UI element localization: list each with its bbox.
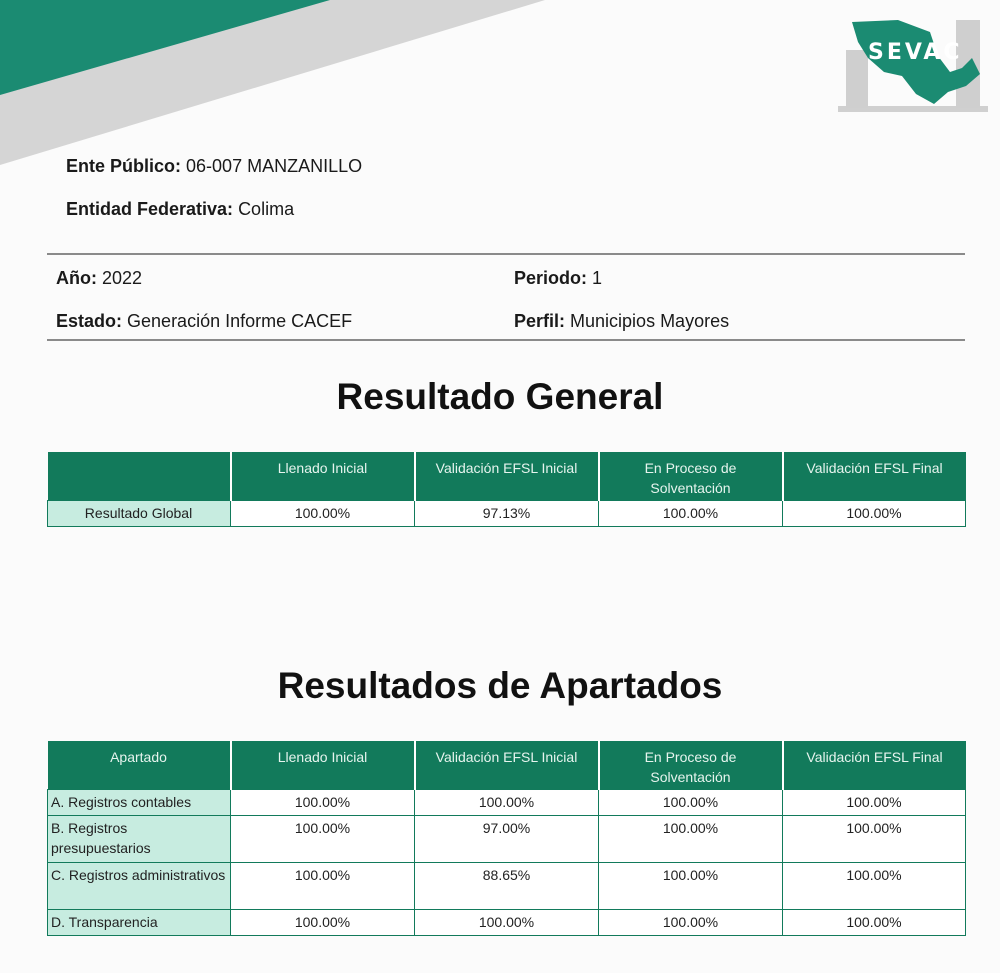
row-label: A. Registros contables (48, 789, 231, 815)
resultado-general-table (47, 452, 966, 527)
cell-value: 100.00% (599, 789, 783, 815)
cell-value: 100.00% (599, 815, 783, 862)
column-header: Llenado Inicial (231, 741, 415, 789)
cell-value: 88.65% (415, 862, 599, 909)
cell-value: 100.00% (783, 909, 966, 935)
cell-value: 100.00% (231, 862, 415, 909)
table-row (48, 909, 966, 935)
cell-value: 100.00% (415, 909, 599, 935)
table-header-row (48, 741, 966, 789)
column-header (48, 452, 231, 500)
divider-bottom (47, 339, 965, 341)
column-header: Validación EFSL Final (783, 741, 966, 789)
cell-value: 100.00% (783, 862, 966, 909)
cell-value: 100.00% (783, 815, 966, 862)
cell-value: 100.00% (599, 500, 783, 526)
anio: Año: 2022 (56, 268, 143, 288)
cell-value: 100.00% (231, 909, 415, 935)
table-row (48, 789, 966, 815)
cell-value: 100.00% (231, 500, 415, 526)
cell-value: 97.13% (415, 500, 599, 526)
resultados-apartados-title: Resultados de Apartados (277, 665, 723, 706)
table-row (48, 815, 966, 862)
row-label: C. Registros administrativos (48, 862, 231, 909)
logo-text: SEVAC (868, 40, 963, 65)
cell-value: 100.00% (231, 815, 415, 862)
table-header-row (48, 452, 966, 500)
resultados-apartados-table (47, 741, 966, 936)
cell-value: 97.00% (415, 815, 599, 862)
sevac-logo (838, 14, 988, 116)
row-label: D. Transparencia (48, 909, 231, 935)
cell-value: 100.00% (783, 789, 966, 815)
entidad-federativa: Entidad Federativa: Colima (66, 199, 295, 219)
resultado-general-title: Resultado General (336, 376, 664, 417)
row-label: Resultado Global (48, 500, 231, 526)
column-header: Apartado (48, 741, 231, 789)
cell-value: 100.00% (783, 500, 966, 526)
cell-value: 100.00% (599, 909, 783, 935)
table-row (48, 500, 966, 526)
perfil: Perfil: Municipios Mayores (514, 311, 730, 331)
cell-value: 100.00% (599, 862, 783, 909)
column-header: Validación EFSL Inicial (415, 452, 599, 500)
ente-publico: Ente Público: 06-007 MANZANILLO (66, 156, 363, 176)
cell-value: 100.00% (415, 789, 599, 815)
estado: Estado: Generación Informe CACEF (56, 311, 353, 331)
column-header: En Proceso de Solventación (599, 452, 783, 500)
table-row (48, 862, 966, 909)
column-header: Validación EFSL Inicial (415, 741, 599, 789)
periodo: Periodo: 1 (514, 268, 603, 288)
column-header: Validación EFSL Final (783, 452, 966, 500)
column-header: En Proceso de Solventación (599, 741, 783, 789)
cell-value: 100.00% (231, 789, 415, 815)
column-header: Llenado Inicial (231, 452, 415, 500)
row-label: B. Registros presupuestarios (48, 815, 231, 862)
divider-top (47, 253, 965, 255)
